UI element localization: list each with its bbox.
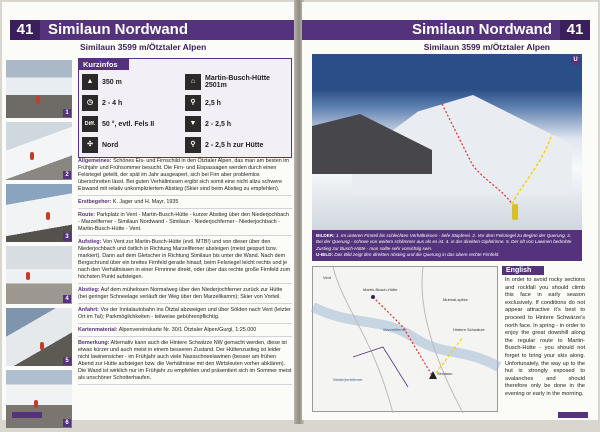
descent-icon: ▼ xyxy=(185,116,201,132)
hut-icon: ⌂ xyxy=(185,74,201,90)
section-allgemeines xyxy=(78,158,292,196)
kurzinfo-value: Nord xyxy=(102,141,119,149)
section-text: Auf dem mühelosen Normalweg über den Niederjochferner zurück zur Hütte (bei geringer Schneelage verläuft der Weg über den Marzellkamm); Skier von Vorteil. xyxy=(78,287,283,300)
return-icon: ⚲ xyxy=(185,137,201,153)
kurzinfo-item xyxy=(82,136,185,154)
kurzinfo-item xyxy=(185,94,288,112)
route-photo-1 xyxy=(6,60,72,118)
right-page-number: 41 xyxy=(560,20,590,40)
walk-icon: ⚲ xyxy=(185,95,201,111)
section-text: Alpenvereinskarte Nr. 30/1 Ötztaler Alpen/Gurgl, 1:25.000 xyxy=(118,327,257,333)
overview-photo xyxy=(312,54,582,230)
section-text: Alternativ kann auch die Hintere Schwärze NW gemacht werden, diese ist etwas kürzer und auch meist in einem besseren Zustand. Der Hüttenzustieg ist leider nicht lawinensicher - im Frühjahr auch viele Nassschneelawinen (besser am frühen Abend zur Hütte aufsteigen bzw. die Verhältnisse mit den Wirtsleuten vorher abklären). Die Wand ist wirklich nur im Frühjahr zu empfehlen und präsentiert sich im Sommer meist als unschöner Schotterhaufen. xyxy=(78,340,292,381)
section-label: Abstieg: xyxy=(78,287,100,293)
route-description xyxy=(78,158,292,388)
compass-icon: ✣ xyxy=(82,137,98,153)
route-overlay xyxy=(312,54,582,230)
right-page xyxy=(302,2,598,420)
right-footer-mark xyxy=(558,412,588,418)
section-bemerkung xyxy=(78,340,292,385)
kurzinfos-box xyxy=(78,58,292,158)
kurzinfo-value: 2,5 h xyxy=(205,99,221,107)
section-text: Parkplatz in Vent - Martin-Busch-Hütte - kurzer Abstieg über den Niederjochbach - Marzellferner - Similaun Nordwand - Similaun - Niederjochferner - Niederjochbach - Martin-Busch-Hütte - Vent. xyxy=(78,212,289,232)
time-icon: ◷ xyxy=(82,95,98,111)
route-map xyxy=(312,266,498,412)
right-page-subtitle: Similaun 3599 m/Ötztaler Alpen xyxy=(423,42,550,52)
route-photo-3 xyxy=(6,184,72,242)
photo-tag-5: 5 xyxy=(63,357,71,365)
section-label: Anfahrt: xyxy=(78,307,99,313)
section-abstieg xyxy=(78,287,292,304)
kurzinfo-value: Martin-Busch-Hütte 2501m xyxy=(205,75,270,89)
caption-bilder-text: 1. Im unteren Firnteil bis schlechten Verhältnissen - tiefe Stapferei. 2. Vor dem Felsriegel zu Beginn der Querung. 3. Bei der Querung - schnee von weitem schlimmer aus als es ist. 4. in der direkten Gipfelrinne. 5. Der oft von Lawinen bedrohte Zustieg zur Busch-Hütte - man sollte sehr vorsichtig sein. xyxy=(316,233,572,251)
map-label-glacier: Marzellferner xyxy=(383,327,407,332)
kurzinfo-item xyxy=(185,115,288,133)
map-label-niederjoch: Niederjochferner xyxy=(333,377,363,382)
section-anfahrt xyxy=(78,307,292,324)
kurzinfo-value: 2 - 2,5 h zur Hütte xyxy=(205,141,264,149)
left-header xyxy=(10,20,296,40)
photo-tag-4: 4 xyxy=(63,295,71,303)
kurzinfo-item xyxy=(82,115,185,133)
map-label-vent: Vent xyxy=(323,275,332,280)
photo-tag-2: 2 xyxy=(63,171,71,179)
photo-caption xyxy=(312,230,582,261)
route-photo-2 xyxy=(6,122,72,180)
ascent-icon: ▲ xyxy=(82,74,98,90)
kurzinfo-item xyxy=(185,136,288,154)
right-header xyxy=(302,20,590,40)
left-footer-mark xyxy=(12,412,42,418)
english-text: In order to avoid rocky sections and rockfall you should climb this face in early season exclusively. If conditions do not appear attractive it's best to proceed to Hintere Schwärze's north face. In spring - in order to enjoy the great downhill along the regular route to Martin-Busch-Hütte - you should not forget to bring your skis along. Unfortunately, the way up to the hut is strongly exposed to avalanches and should therefore only be done in the evening or early in the morning. xyxy=(505,277,585,397)
section-label: Kartenmaterial: xyxy=(78,327,118,333)
caption-ubild-label: U-BILD: xyxy=(316,251,334,257)
section-text: Vor der Inntalautobahn ins Ötztal abzweigen und über Sölden nach Vent (letzter Ort im Tal); Parkmöglichkeiten - teilweise gebührenpflichtig. xyxy=(78,307,291,320)
section-label: Bemerkung: xyxy=(78,340,110,346)
route-photo-4 xyxy=(6,246,72,304)
section-label: Allgemeines: xyxy=(78,158,112,164)
section-label: Aufstieg: xyxy=(78,239,102,245)
left-page-subtitle: Similaun 3599 m/Ötztaler Alpen xyxy=(80,42,207,52)
caption-ubild-text: Das Bild zeigt den direkten Abstieg und die Querung in das obere rechte Firnfeld. xyxy=(334,251,500,257)
photo-tag-6: 6 xyxy=(63,419,71,427)
section-aufstieg xyxy=(78,239,292,284)
map-terrain xyxy=(313,267,499,413)
photo-tag-u: U xyxy=(571,56,580,65)
kurzinfo-value: 2 - 2,5 h xyxy=(205,120,232,128)
left-page-title: Similaun Nordwand xyxy=(48,21,189,38)
climber-figure xyxy=(512,204,518,220)
left-page-number: 41 xyxy=(10,20,40,40)
map-label-mutmal: Mutmal-spitze xyxy=(443,297,468,302)
section-erstbegeher xyxy=(78,199,292,209)
english-summary xyxy=(502,266,588,414)
kurzinfos-label: Kurzinfos xyxy=(79,59,129,70)
map-label-hut: Martin-Busch-Hütte xyxy=(363,287,398,292)
section-kartenmaterial xyxy=(78,327,292,337)
map-label-schwaerze: Hintere Schwärze xyxy=(453,327,485,332)
caption-bilder-label: BILDER: xyxy=(316,233,335,238)
photo-tag-3: 3 xyxy=(63,233,71,241)
left-page xyxy=(2,2,296,426)
kurzinfo-item xyxy=(82,94,185,112)
kurzinfo-value: 2 - 4 h xyxy=(102,99,123,107)
section-text: Schönes Eis- und Firnschild in den Ötztaler Alpen, das man am besten im Frühjahr und Frühsommer besucht. Die Firn- und Eispassagen werden durch einen Felsriegel geteilt, der spät im Jahr ausgeapert, sich bei Firn aber problemlos überschreiten lässt. Bei guten Verhältnissen ergibt sich somit eine nicht allzu schwere Eiswand mit relativ unkompliziertem Abstieg (Skier sind beim Abstieg zu empfehlen). xyxy=(78,158,289,192)
kurzinfo-item xyxy=(82,73,185,91)
section-route xyxy=(78,212,292,236)
photo-strip xyxy=(6,60,72,432)
difficulty-icon: Diff. xyxy=(82,116,98,132)
kurzinfo-item xyxy=(185,73,288,91)
section-label: Erstbegeher: xyxy=(78,199,112,205)
right-page-title: Similaun Nordwand xyxy=(411,21,552,38)
kurzinfo-value: 50 °, evtl. Fels II xyxy=(102,120,155,128)
map-label-similaun: Similaun xyxy=(437,371,453,376)
english-label: English xyxy=(502,266,544,275)
section-label: Route: xyxy=(78,212,96,218)
section-text: K. Jager und H. Mayr, 1935 xyxy=(112,199,179,205)
photo-tag-1: 1 xyxy=(63,109,71,117)
route-photo-6 xyxy=(6,370,72,428)
kurzinfo-value: 350 m xyxy=(102,78,122,86)
route-photo-5 xyxy=(6,308,72,366)
section-text: Von Vent zur Martin-Busch-Hütte (evtl. MTB!) und von dieser über den Niederjochbach und östlich in Richtung Marzellferner absteigen (meist gespurt bzw. markiert). Dann auf dem Gletscher in Richtung Similaun bis unter die Wand. Nach dem Bergschrund über ein breites Firnfeld gerade hinauf, beim Felsriegel leicht rechts und je nach den Verhältnissen in einer Firnrinne direkt, oder über das rechte große Firnfeld zum höchsten Punkt aufsteigen. xyxy=(78,239,291,280)
